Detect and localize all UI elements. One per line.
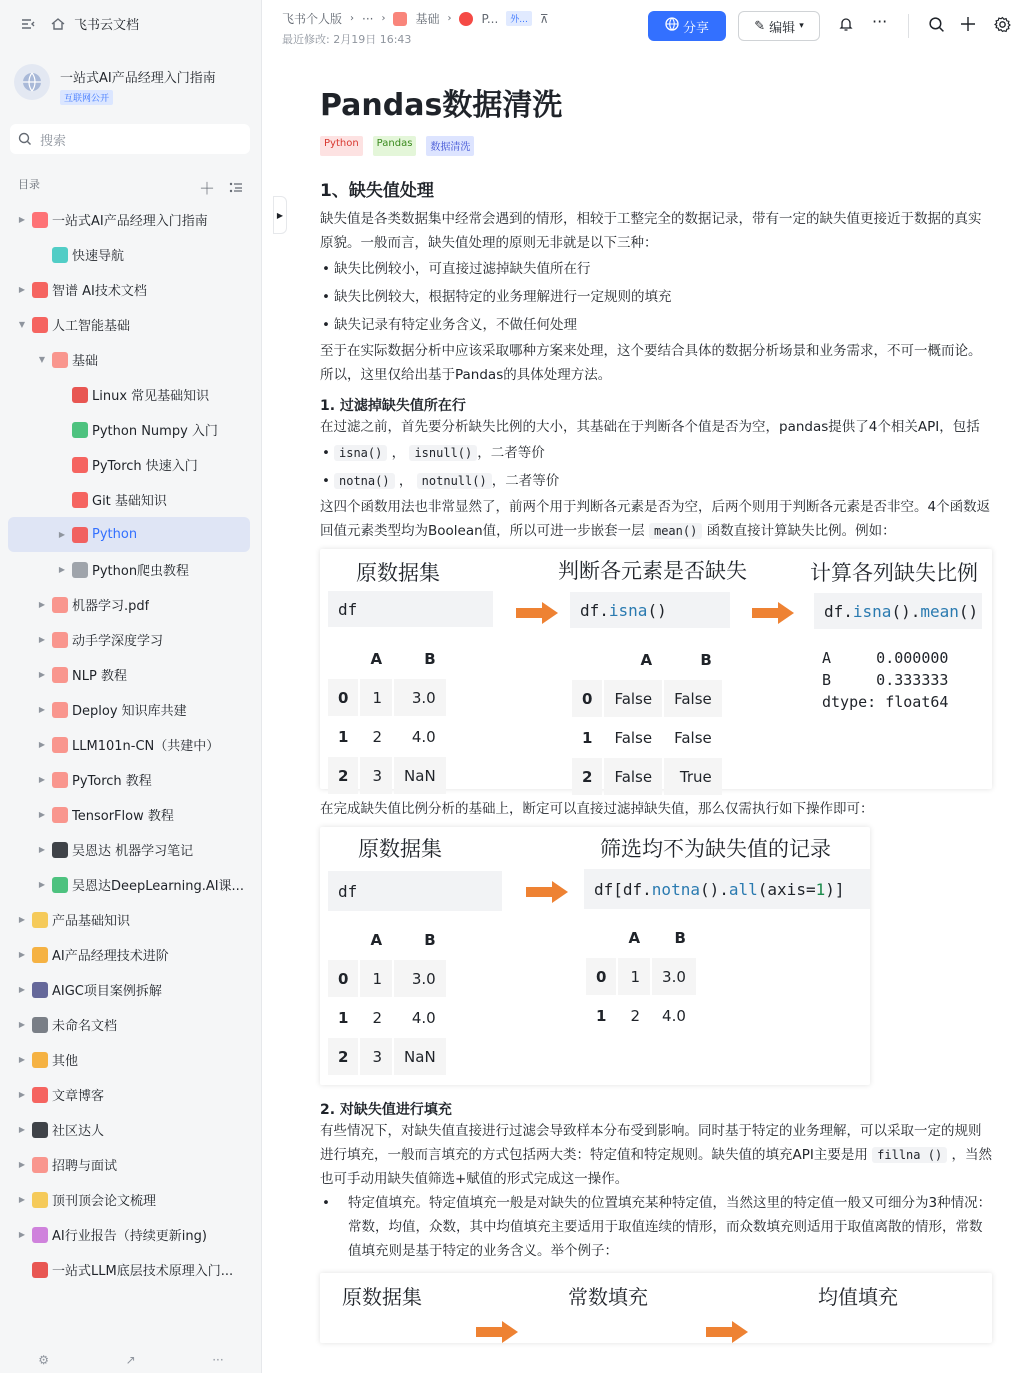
text: 有些情况下，对缺失值直接进行过滤会导致样本分布受到影响。同时基于特定的业务理解，可以采取一定的规则进行填充，一般而言填充的方式包括两大类：特定值和特定规则。缺失值的填充API主要是用 xyxy=(320,1123,982,1163)
tag-badge[interactable]: 数据清洗 xyxy=(426,136,474,156)
sidebar xyxy=(0,0,262,1373)
eyes-icon xyxy=(32,1122,48,1138)
column-header: A xyxy=(628,928,641,947)
tag-badge[interactable]: Python xyxy=(320,136,363,156)
table-cell: 1 xyxy=(618,958,650,995)
settings-icon[interactable] xyxy=(994,16,1011,37)
row-index: 1 xyxy=(338,1008,349,1027)
heading-fill: 2. 对缺失值进行填充 xyxy=(320,1102,452,1118)
caret-right-icon[interactable]: ▶ xyxy=(38,600,46,609)
pin-icon[interactable]: ⊼ xyxy=(539,11,549,26)
code-cell xyxy=(814,593,982,629)
calendar-icon xyxy=(32,282,48,298)
dataframe-table xyxy=(326,638,448,796)
globe-icon xyxy=(14,64,50,100)
external-chip: 外... xyxy=(506,11,532,26)
divider xyxy=(908,14,909,38)
sidebar-item[interactable] xyxy=(8,797,250,832)
series-output: A 0.000000 B 0.333333 dtype: float64 xyxy=(822,649,949,711)
more-icon[interactable]: ··· xyxy=(212,1353,224,1367)
sidebar-item-label: 快速导航 xyxy=(72,249,125,264)
table-header-row xyxy=(328,921,446,958)
sidebar-item-label: Python爬虫教程 xyxy=(92,564,190,579)
sidebar-item[interactable] xyxy=(8,1042,250,1077)
sidebar-item-label: LLM101n-CN（共建中） xyxy=(72,739,220,754)
row-index: 0 xyxy=(328,960,358,997)
figure-title: 原数据集 xyxy=(358,837,442,861)
paragraph xyxy=(320,495,992,543)
more-icon[interactable]: ··· xyxy=(872,12,888,31)
row-index: 0 xyxy=(586,958,616,995)
table-cell: 3 xyxy=(360,757,392,794)
table-cell: 3 xyxy=(360,1038,392,1075)
grid-icon xyxy=(32,1227,48,1243)
inline-code: isnull() xyxy=(409,445,477,461)
workspace-badge: 互联网公开 xyxy=(60,90,113,105)
sidebar-top xyxy=(20,14,139,33)
sidebar-item[interactable] xyxy=(8,727,250,762)
code-number: 1 xyxy=(815,879,826,899)
breadcrumb-more[interactable]: ··· xyxy=(362,11,374,26)
row-index: 2 xyxy=(328,757,358,794)
caret-right-icon[interactable]: ▶ xyxy=(58,565,66,574)
list-item: • 缺失记录有特定业务含义，不做任何处理 xyxy=(320,311,992,339)
apple-icon xyxy=(72,387,88,403)
table-cell: False xyxy=(674,728,712,747)
tag-list xyxy=(320,136,992,156)
paragraph: 在完成缺失值比例分析的基础上，断定可以直接过滤掉缺失值，那么仅需执行如下操作即可： xyxy=(320,801,874,817)
chevron-right-icon: › xyxy=(447,13,452,24)
caret-right-icon[interactable]: ▶ xyxy=(18,985,26,994)
sidebar-item-label: 一站式AI产品经理入门指南 xyxy=(52,214,208,229)
inline-code: notna() xyxy=(334,473,395,489)
add-icon[interactable]: ＋ xyxy=(198,179,215,198)
column-header: A xyxy=(640,650,653,669)
sidebar-item[interactable] xyxy=(8,552,250,587)
sidebar-item-label: 机器学习.pdf xyxy=(72,599,150,614)
caret-right-icon[interactable]: ▶ xyxy=(18,1160,26,1169)
caret-right-icon[interactable]: ▶ xyxy=(18,215,26,224)
table-row xyxy=(328,999,446,1036)
dataframe-table xyxy=(584,917,698,1036)
chevron-down-icon: ▾ xyxy=(799,21,804,31)
last-modified: 最近修改: 2月19日 16:43 xyxy=(282,33,412,46)
sidebar-item-label: 顶刊顶会论文梳理 xyxy=(52,1194,157,1209)
sidebar-item-label: 人工智能基础 xyxy=(52,319,131,334)
row-index: 2 xyxy=(328,1038,358,1075)
arrow-right-icon xyxy=(752,602,794,624)
table-header-row xyxy=(586,919,696,956)
table-cell: False xyxy=(604,680,662,717)
heading-missing-values: 1、缺失值处理 xyxy=(320,181,434,201)
tag-badge[interactable]: Pandas xyxy=(373,136,417,156)
document-icon xyxy=(32,1017,48,1033)
workspace-title: 一站式AI产品经理入门指南 xyxy=(60,71,216,86)
sidebar-item-label: 招聘与面试 xyxy=(52,1159,118,1174)
caret-right-icon[interactable]: ▶ xyxy=(18,285,26,294)
table-cell: 4.0 xyxy=(411,1008,436,1027)
list-item: • 缺失比例较小，可直接过滤掉缺失值所在行 xyxy=(320,255,992,283)
sidebar-item[interactable] xyxy=(8,1077,250,1112)
sidebar-item-label: Deploy 知识库共建 xyxy=(72,704,187,719)
sidebar-item[interactable] xyxy=(8,692,250,727)
globe-icon xyxy=(665,17,679,35)
dataframe-table xyxy=(570,639,724,797)
banana-icon xyxy=(32,912,48,928)
caret-right-icon[interactable]: ▶ xyxy=(38,705,46,714)
sidebar-item-label: 一站式LLM底层技术原理入门... xyxy=(52,1264,234,1279)
toc-header xyxy=(18,176,243,199)
figure-fill xyxy=(320,1273,992,1343)
search-input[interactable] xyxy=(10,124,250,154)
table-row xyxy=(572,680,722,717)
document-body xyxy=(320,80,992,1351)
table-row xyxy=(328,679,446,716)
table-row xyxy=(572,758,722,795)
caret-right-icon[interactable]: ▶ xyxy=(38,810,46,819)
sidebar-item[interactable] xyxy=(8,1182,250,1217)
tools-icon xyxy=(72,562,88,578)
figure-title: 原数据集 xyxy=(342,1285,422,1309)
sidebar-item[interactable] xyxy=(8,342,250,377)
floppy-disk-icon xyxy=(32,982,48,998)
sidebar-item-label: 基础 xyxy=(72,354,99,369)
pencil-icon: ✎ xyxy=(754,18,766,34)
grid-icon xyxy=(52,772,68,788)
edit-label: 编辑 xyxy=(769,20,796,36)
sidebar-item[interactable] xyxy=(8,202,250,237)
caret-right-icon[interactable]: ▶ xyxy=(18,1125,26,1134)
row-index: 1 xyxy=(582,728,593,747)
recycle-icon xyxy=(72,422,88,438)
list-item: • 特定值填充。特定值填充一般是对缺失的位置填充某种特定值，当然这里的特定值一般又可细分为3种情况：常数，均值，众数，其中均值填充主要适用于取值连续的情形，而众数填充则适用于取值离散的情形，常数值填充则是基于特定的业务含义。举个例子： xyxy=(320,1191,992,1263)
caret-right-icon[interactable]: ▶ xyxy=(18,915,26,924)
inline-code: isna() xyxy=(334,445,387,461)
figure-title: 均值填充 xyxy=(818,1285,898,1309)
caret-right-icon[interactable]: ▶ xyxy=(18,1055,26,1064)
table-row xyxy=(572,719,722,756)
code-text: (). xyxy=(891,601,921,621)
table-cell: 3.0 xyxy=(652,958,696,995)
settings-icon[interactable]: ⚙ xyxy=(38,1353,50,1367)
table-cell: NaN xyxy=(394,757,446,794)
caret-down-icon[interactable]: ▼ xyxy=(18,320,26,329)
figure-title: 筛选均不为缺失值的记录 xyxy=(600,837,831,861)
search-placeholder: 搜索 xyxy=(40,133,67,149)
table-cell: 3.0 xyxy=(394,679,446,716)
grid-icon xyxy=(52,667,68,683)
chevron-right-icon: › xyxy=(350,13,355,24)
sidebar-item[interactable] xyxy=(8,587,250,622)
sidebar-item[interactable] xyxy=(8,937,250,972)
table-cell: False xyxy=(604,758,662,795)
sidebar-item-label: Linux 常见基础知识 xyxy=(92,389,210,404)
collapse-sidebar-icon[interactable] xyxy=(20,16,36,32)
outline-list-icon[interactable] xyxy=(229,176,243,199)
sidebar-item-label: Python xyxy=(92,527,138,542)
graduation-cap-icon xyxy=(52,842,68,858)
caret-right-icon[interactable]: ▶ xyxy=(38,845,46,854)
doc-tree xyxy=(8,202,250,1287)
code-cell xyxy=(570,592,730,628)
heading-filter: 1. 过滤掉缺失值所在行 xyxy=(320,398,466,414)
table-row xyxy=(586,958,696,995)
table-cell: True xyxy=(664,758,722,795)
table-cell: False xyxy=(614,728,653,747)
grid-icon xyxy=(52,597,68,613)
sidebar-item[interactable] xyxy=(8,447,250,482)
toc-label: 目录 xyxy=(18,178,40,191)
sidebar-item-label: 文章博客 xyxy=(52,1089,105,1104)
table-row xyxy=(328,718,446,755)
paragraph: 至于在实际数据分析中应该采取哪种方案来处理，这个要结合具体的数据分析场景和业务需求，不可一概而论。所以，这里仅给出基于Pandas的具体处理方法。 xyxy=(320,343,982,383)
list-item: • notna() ， notnull() ，二者等价 xyxy=(320,467,992,495)
caret-right-icon[interactable]: ▶ xyxy=(38,880,46,889)
bell-icon[interactable] xyxy=(838,16,854,36)
text: 这四个函数用法也非常显然了，前两个用于判断各元素是否为空，后两个则用于判断各元素是否非空。4个函数返回值元素类型均为Boolean值，所以可进一步嵌套一层 xyxy=(320,499,991,539)
caret-right-icon[interactable]: ▶ xyxy=(38,775,46,784)
home-label[interactable]: 飞书云文档 xyxy=(74,18,140,33)
table-cell: False xyxy=(664,680,722,717)
table-cell: 4.0 xyxy=(662,1006,686,1025)
caret-right-icon[interactable]: ▶ xyxy=(18,1090,26,1099)
code-fn: mean xyxy=(920,601,959,621)
sidebar-item[interactable] xyxy=(8,412,250,447)
code-fn: isna xyxy=(608,600,648,620)
smile-face-icon xyxy=(32,317,48,333)
grid-icon xyxy=(393,12,407,26)
grid-icon xyxy=(52,737,68,753)
table-cell: 1 xyxy=(360,679,392,716)
sidebar-item-label: 产品基础知识 xyxy=(52,914,131,929)
table-row xyxy=(328,757,446,794)
sidebar-item[interactable] xyxy=(8,622,250,657)
sidebar-item-label: 其他 xyxy=(52,1054,79,1069)
text: ，当然也可手动用缺失值筛选+赋值的形式完成这一操作。 xyxy=(320,1147,992,1187)
inline-code: fillna () xyxy=(872,1147,947,1163)
arrow-right-icon xyxy=(526,881,568,903)
tree-icon xyxy=(52,877,68,893)
sidebar-item[interactable] xyxy=(8,902,250,937)
search-icon[interactable] xyxy=(928,16,945,37)
code-text: df. xyxy=(580,600,609,620)
sidebar-item[interactable] xyxy=(8,237,250,272)
sidebar-item[interactable] xyxy=(8,1112,250,1147)
code-text: df[df. xyxy=(594,879,652,899)
share-label: 分享 xyxy=(682,20,709,36)
grid-icon xyxy=(52,632,68,648)
code-text: (axis= xyxy=(757,879,816,899)
grid-icon xyxy=(52,352,68,368)
sidebar-item[interactable] xyxy=(8,1147,250,1182)
caret-right-icon[interactable]: ▶ xyxy=(38,740,46,749)
workspace-header[interactable] xyxy=(14,64,216,105)
code-cell: df xyxy=(328,591,493,627)
sidebar-item[interactable] xyxy=(8,657,250,692)
compass-icon xyxy=(52,247,68,263)
table-cell: 4.0 xyxy=(411,727,436,746)
column-header: A xyxy=(370,649,383,668)
list-item: • isna() ， isnull() ，二者等价 xyxy=(320,439,992,467)
breadcrumb-current[interactable]: P... xyxy=(481,11,499,26)
smile-face-icon xyxy=(72,457,88,473)
sidebar-item-label: AI行业报告（持续更新ing) xyxy=(52,1229,207,1244)
arrow-right-icon xyxy=(516,602,558,624)
arrow-right-icon xyxy=(706,1321,748,1343)
code-fn: all xyxy=(728,879,758,899)
caret-right-icon[interactable]: ▶ xyxy=(38,670,46,679)
caret-right-icon[interactable]: ▶ xyxy=(38,635,46,644)
sidebar-item-label: PyTorch 教程 xyxy=(72,774,152,789)
column-header: B xyxy=(674,928,686,947)
text: ，二者等价 xyxy=(491,473,560,489)
edit-button[interactable] xyxy=(738,11,820,41)
search-icon xyxy=(18,132,32,146)
home-icon[interactable] xyxy=(50,16,66,32)
sidebar-item-label: 社区达人 xyxy=(52,1124,105,1139)
row-index: 2 xyxy=(572,758,602,795)
top-bar xyxy=(262,0,1029,56)
table-cell: 3.0 xyxy=(394,960,446,997)
chevron-right-icon: ▶ xyxy=(276,210,284,220)
smile-face-icon xyxy=(459,12,473,26)
sidebar-item[interactable] xyxy=(8,832,250,867)
share-arrow-icon[interactable]: ↗ xyxy=(125,1353,136,1367)
sidebar-item-label: AIGC项目案例拆解 xyxy=(52,984,162,999)
sidebar-item-label: 未命名文档 xyxy=(52,1019,118,1034)
inline-code: mean() xyxy=(649,523,702,539)
chevron-right-icon: › xyxy=(381,13,386,24)
row-index: 1 xyxy=(338,727,349,746)
grid-icon xyxy=(52,807,68,823)
figure-isna xyxy=(320,549,992,789)
grid-icon xyxy=(32,1052,48,1068)
code-text: (). xyxy=(699,879,729,899)
sidebar-item[interactable] xyxy=(8,1007,250,1042)
sidebar-item[interactable] xyxy=(8,1217,250,1252)
code-text: df. xyxy=(824,601,853,621)
code-text: () xyxy=(647,600,667,620)
table-cell: 2 xyxy=(372,1008,383,1027)
dataframe-table xyxy=(326,919,448,1077)
column-header: B xyxy=(424,930,436,949)
paragraph: 缺失值是各类数据集中经常会遇到的情形，相较于工整完全的数据记录，带有一定的缺失值更接近于数据的真实原貌。一般而言，缺失值处理的原则无非就是以下三种： xyxy=(320,211,982,251)
code-text: () xyxy=(958,601,979,621)
paragraph: 在过滤之前，首先要分析缺失比例的大小，其基础在于判断各个值是否为空，pandas提供了4个相关API，包括 xyxy=(320,419,980,435)
table-row xyxy=(328,960,446,997)
sidebar-item-label: Git 基础知识 xyxy=(92,494,167,509)
breadcrumb-root[interactable]: 飞书个人版 xyxy=(282,12,343,26)
figure-title: 计算各列缺失比例 xyxy=(810,561,978,585)
table-row xyxy=(328,1038,446,1075)
muscle-icon xyxy=(32,947,48,963)
sidebar-item-label: 吴恩达DeepLearning.AI课... xyxy=(72,879,244,894)
code-fn: isna xyxy=(852,601,892,621)
column-header: B xyxy=(424,649,436,668)
sidebar-item[interactable] xyxy=(8,517,250,552)
target-icon xyxy=(32,212,48,228)
table-cell: NaN xyxy=(394,1038,446,1075)
table-cell: 1 xyxy=(360,960,392,997)
expand-panel-handle[interactable] xyxy=(273,196,287,234)
row-index: 0 xyxy=(572,680,602,717)
text: ，二者等价 xyxy=(477,445,545,461)
scroll-icon xyxy=(32,1192,48,1208)
grid-icon xyxy=(32,1157,48,1173)
bell-pepper-icon xyxy=(32,1262,48,1278)
text: 函数直接计算缺失比例。例如： xyxy=(706,523,896,539)
sidebar-item-label: NLP 教程 xyxy=(72,669,127,684)
sidebar-item[interactable] xyxy=(8,377,250,412)
inline-code: notnull() xyxy=(417,473,492,489)
table-cell: 2 xyxy=(630,1006,641,1025)
table-row xyxy=(586,997,696,1034)
figure-notna xyxy=(320,827,870,1085)
note-icon xyxy=(32,1087,48,1103)
sidebar-item-label: 动手学深度学习 xyxy=(72,634,164,649)
sidebar-item-label: PyTorch 快速入门 xyxy=(92,459,198,474)
sidebar-item[interactable] xyxy=(8,867,250,902)
figure-title: 判断各元素是否缺失 xyxy=(558,559,747,583)
caret-down-icon[interactable]: ▼ xyxy=(38,355,46,364)
breadcrumb-parent[interactable]: 基础 xyxy=(415,12,440,26)
sidebar-item-label: AI产品经理技术进阶 xyxy=(52,949,169,964)
table-header-row xyxy=(572,641,722,678)
sidebar-item-label: TensorFlow 教程 xyxy=(72,809,174,824)
list-item: • 缺失比例较大，根据特定的业务理解进行一定规则的填充 xyxy=(320,283,992,311)
paragraph xyxy=(320,1119,992,1191)
code-fn: notna xyxy=(651,879,700,899)
add-icon[interactable] xyxy=(960,16,976,36)
sidebar-item[interactable] xyxy=(8,1252,250,1287)
caret-right-icon[interactable]: ▶ xyxy=(18,950,26,959)
caret-right-icon[interactable]: ▶ xyxy=(58,530,66,539)
table-cell: 2 xyxy=(372,727,383,746)
arrow-right-icon xyxy=(476,1321,518,1343)
breadcrumb xyxy=(282,10,549,27)
column-header: A xyxy=(370,930,383,949)
figure-title: 常数填充 xyxy=(568,1285,648,1309)
sidebar-item-label: 吴恩达 机器学习笔记 xyxy=(72,844,194,859)
caret-right-icon[interactable]: ▶ xyxy=(18,1020,26,1029)
sidebar-item[interactable] xyxy=(8,272,250,307)
sidebar-item[interactable] xyxy=(8,482,250,517)
sidebar-item[interactable] xyxy=(8,972,250,1007)
table-header-row xyxy=(328,640,446,677)
sidebar-item[interactable] xyxy=(8,762,250,797)
sidebar-item-label: 智谱 AI技术文档 xyxy=(52,284,147,299)
sidebar-item-label: Python Numpy 入门 xyxy=(92,424,218,439)
page-title: Pandas数据清洗 xyxy=(320,88,563,123)
code-cell xyxy=(584,869,870,909)
smile-face-icon xyxy=(72,527,88,543)
column-header: B xyxy=(700,650,712,669)
caret-right-icon[interactable]: ▶ xyxy=(18,1195,26,1204)
code-cell: df xyxy=(328,871,502,911)
row-index: 1 xyxy=(596,1006,607,1025)
grid-icon xyxy=(52,702,68,718)
sidebar-bottom xyxy=(0,1353,262,1373)
figure-title: 原数据集 xyxy=(356,561,440,585)
share-button[interactable] xyxy=(648,11,726,41)
sidebar-item[interactable] xyxy=(8,307,250,342)
caret-right-icon[interactable]: ▶ xyxy=(18,1230,26,1239)
smile-face-icon xyxy=(72,492,88,508)
code-text: )] xyxy=(825,879,845,899)
row-index: 0 xyxy=(328,679,358,716)
scrollbar[interactable] xyxy=(1021,60,1027,1360)
